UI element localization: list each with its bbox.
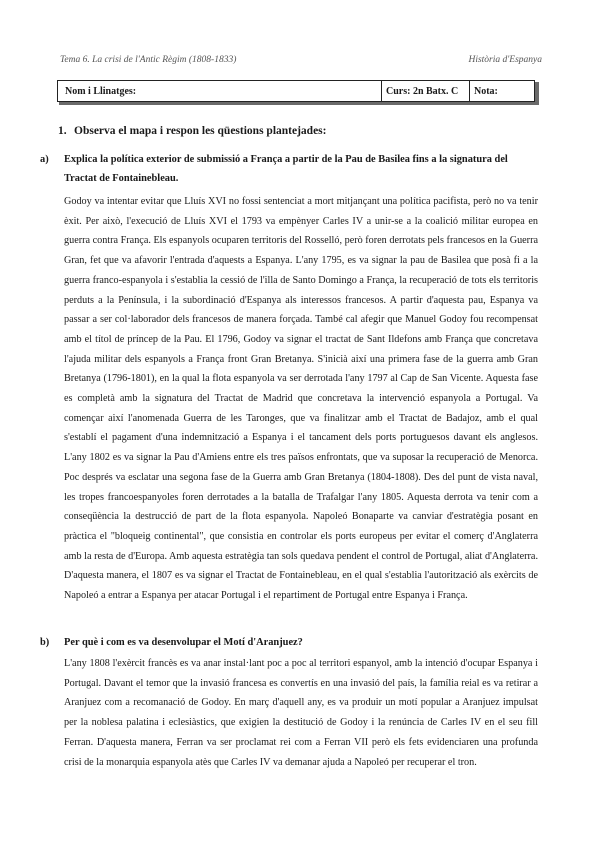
- header-topic: Tema 6. La crisi de l'Antic Règim (1808-1833): [60, 55, 237, 65]
- grade-cell[interactable]: Nota:: [474, 86, 498, 97]
- answer-b: L'any 1808 l'exèrcit francès es va anar instal·lant poc a poc al territori espanyol, amb la intenció d'ocupar Espanya i Portugal. Davant el temor que la invasió francesa es convertís en una invasió del país, la família reial es va retirar a Aranjuez com a recomanació de Godoy. En març d'aquell any, es va produir un motí popular a Aranjuez impulsat per la noblesa palatina i eclesiàstics, que exigien la destitució de Godoy i la renúncia de Carles IV en el seu fill Ferran. D'aquesta manera, Ferran va ser proclamat rei com a Ferran VII però els fets evidenciaren una profunda crisi de la monarquia espanyola atès que Carles IV va demanar ajuda a Napoleó per recuperar el tron.: [64, 658, 538, 768]
- table-shadow-right: [535, 82, 539, 104]
- subquestion-b-text: Per què i com es va desenvolupar el Motí d'Aranjuez?: [64, 637, 303, 648]
- subquestion-b-letter: b): [40, 637, 50, 648]
- question-1: [58, 125, 326, 137]
- subquestion-a-text: Explica la política exterior de submissió a França a partir de la Pau de Basilea fins a la signatura del Tractat de Fontainebleau.: [64, 154, 508, 184]
- name-cell[interactable]: Nom i Llinatges:: [58, 81, 382, 101]
- answer-a: Godoy va intentar evitar que Lluís XVI no fossi sentenciat a mort mitjançant una política pacifista, però no va tenir èxit. Per això, l'execució de Lluís XVI el 1793 va empènyer Carles IV a unir-se a la coalició militar europea en guerra contra França. Els espanyols ocuparen territoris del Rosselló, però foren derrotats pels francesos en la Guerra Gran, fet que va afavorir l'entrada d'aquests a Espanya. L'any 1795, es va signar la pau de Basilea que posà fi a la guerra franco-espanyola i s'establia la cessió de l'illa de Santo Domingo a França, la recuperació de tots els territoris perduts a la Península, i la subordinació d'Espanya als interessos francesos. A partir d'aquesta pau, Espanya va passar a ser col·laborador dels francesos de manera forçada. També cal afegir que Manuel Godoy fou recompensat amb el títol de príncep de la Pau. El 1796, Godoy va signar el tractat de Sant Ildefons amb França que concretava l'ajuda militar dels espanyols a França front Gran Bretanya. S'inicià així una primera fase de la guerra amb Gran Bretanya (1796-1801), en la qual la flota espanyola va ser derrotada l'any 1797 al Cap de San Vicente. Aquesta fase es completà amb la signatura del Tractat de Madrid que concretava la intervenció espanyola a Portugal. Va començar així l'anomenada Guerra de les Taronges, que va finalitzar amb el Tractat de Badajoz, amb el qual s'establí el pagament d'una indemnització a Espanya i el tancament dels ports portuguesos davant els anglesos. L'any 1802 es va signar la Pau d'Amiens entre els tres països enfrontats, que va suposar la recuperació de Menorca. Poc després va esclatar una segona fase de la Guerra amb Gran Bretanya (1804-1808). Des del punt de vista naval, les tropes francoespanyoles foren derrotades a la batalla de Trafalgar l'any 1805. Aquesta derrota va tenir com a conseqüència la destrucció de part de la flota espanyola. Napoleó Bonaparte va canviar d'estratègia posant en pràctica el "bloqueig continental", que consistia en controlar els ports europeus per evitar el comerç d'Anglaterra amb la resta de d'Europa. Amb aquesta estratègia tan sols quedava pendent el control de Portugal, aliat d'Anglaterra. D'aquesta manera, el 1807 es va signar el Tractat de Fontainebleau, en el qual s'establia l'autorització als exèrcits de Napoleó a entrar a Espanya per atacar Portugal i el repartiment de Portugal entre Espanya i França.: [64, 196, 538, 602]
- question-1-text: Observa el mapa i respon les qüestions plantejades:: [74, 125, 327, 137]
- table-shadow-bottom: [59, 102, 539, 105]
- question-1-number: 1.: [58, 125, 67, 137]
- header-subject: Història d'Espanya: [468, 55, 542, 65]
- subquestion-b: [40, 633, 538, 652]
- page-header: [60, 55, 542, 69]
- student-info-table: [57, 80, 535, 102]
- subquestion-a-letter: a): [40, 154, 49, 165]
- subquestion-a: [40, 150, 538, 188]
- course-cell: Curs: 2n Batx. C: [382, 81, 470, 101]
